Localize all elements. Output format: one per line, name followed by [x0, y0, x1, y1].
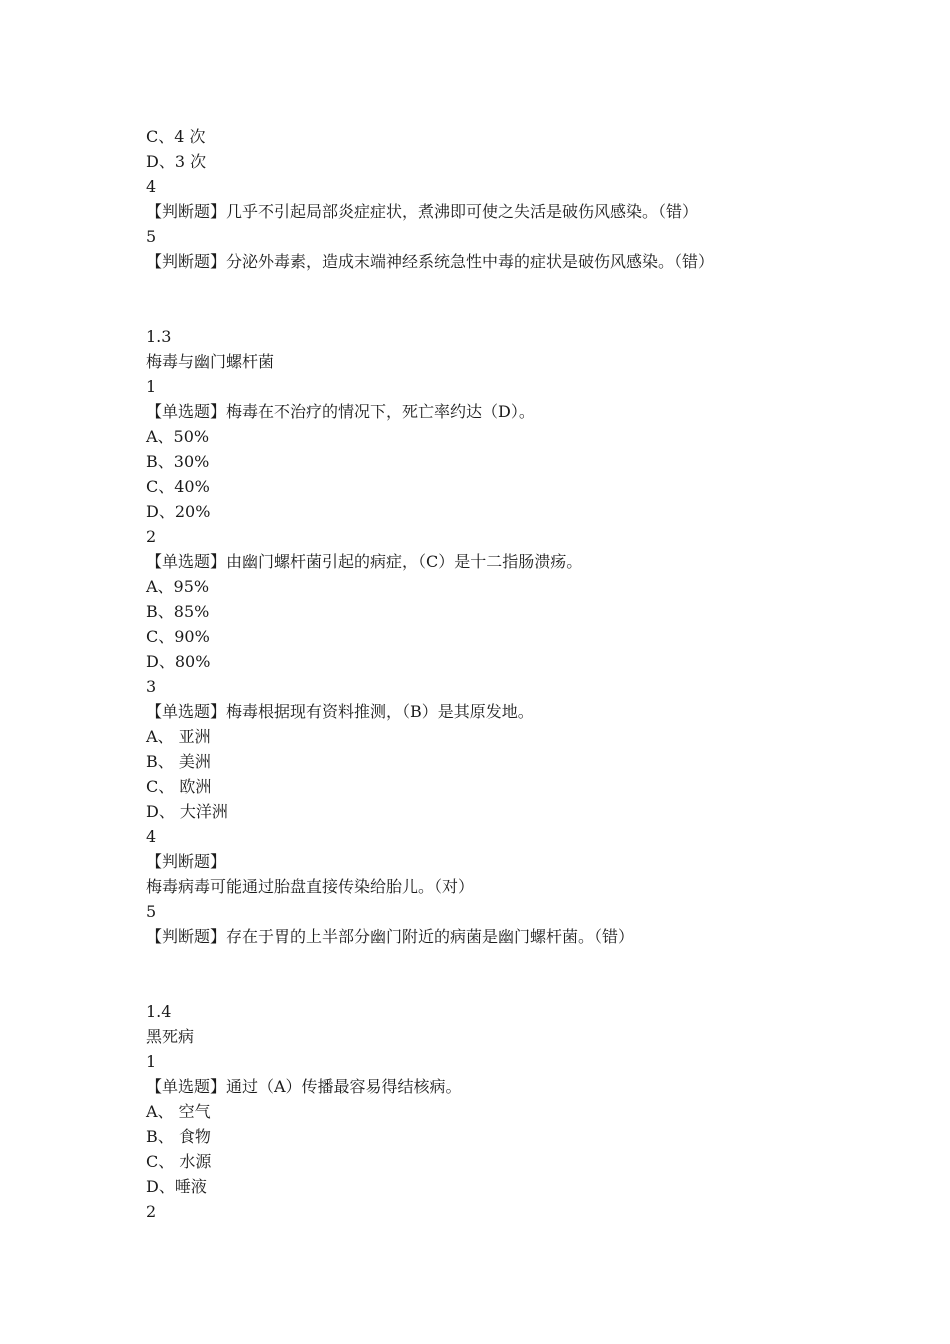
section-title: 梅毒与幽门螺杆菌 — [146, 352, 275, 371]
single-choice-question: 【单选题】通过（A）传播最容易得结核病。 — [146, 1077, 462, 1096]
single-choice-question: 【单选题】梅毒根据现有资料推测，（B）是其原发地。 — [146, 702, 534, 721]
question-number: 2 — [146, 1202, 157, 1221]
judgment-question: 【判断题】存在于胃的上半部分幽门附近的病菌是幽门螺杆菌。（错） — [146, 927, 635, 946]
option-line: D、唾液 — [146, 1177, 207, 1196]
option-line: B、85% — [146, 602, 210, 621]
question-number: 5 — [146, 227, 157, 246]
question-number: 3 — [146, 677, 157, 696]
option-line: D、 大洋洲 — [146, 802, 228, 821]
document-content — [146, 124, 846, 1224]
section-number: 1.3 — [146, 327, 172, 346]
option-line: C、90% — [146, 627, 210, 646]
option-line: A、95% — [146, 577, 210, 596]
option-line: A、 亚洲 — [146, 727, 211, 746]
option-line: C、4 次 — [146, 127, 206, 146]
top-block — [146, 124, 846, 274]
option-line: D、80% — [146, 652, 211, 671]
question-number: 4 — [146, 827, 157, 846]
question-number: 5 — [146, 902, 157, 921]
section-1-4 — [146, 999, 846, 1224]
section-number: 1.4 — [146, 1002, 172, 1021]
question-number: 2 — [146, 527, 157, 546]
judgment-question: 【判断题】分泌外毒素，造成末端神经系统急性中毒的症状是破伤风感染。（错） — [146, 252, 715, 271]
option-line: C、40% — [146, 477, 210, 496]
question-number: 4 — [146, 177, 157, 196]
section-title: 黑死病 — [146, 1027, 195, 1046]
single-choice-question: 【单选题】由幽门螺杆菌引起的病症，（C）是十二指肠溃疡。 — [146, 552, 583, 571]
judgment-question: 【判断题】几乎不引起局部炎症症状，煮沸即可使之失活是破伤风感染。（错） — [146, 202, 699, 221]
single-choice-question: 【单选题】梅毒在不治疗的情况下，死亡率约达（D）。 — [146, 402, 535, 421]
judgment-question: 梅毒病毒可能通过胎盘直接传染给胎儿。（对） — [146, 877, 475, 896]
option-line: B、30% — [146, 452, 210, 471]
option-line: C、 欧洲 — [146, 777, 212, 796]
option-line: C、 水源 — [146, 1152, 212, 1171]
section-spacer — [146, 949, 846, 999]
option-line: A、50% — [146, 427, 210, 446]
option-line: D、20% — [146, 502, 211, 521]
option-line: B、 美洲 — [146, 752, 211, 771]
option-line: D、3 次 — [146, 152, 207, 171]
option-line: B、 食物 — [146, 1127, 211, 1146]
question-number: 1 — [146, 377, 157, 396]
section-1-3 — [146, 324, 846, 949]
question-number: 1 — [146, 1052, 157, 1071]
judgment-label: 【判断题】 — [146, 852, 227, 871]
section-spacer — [146, 274, 846, 324]
option-line: A、 空气 — [146, 1102, 211, 1121]
